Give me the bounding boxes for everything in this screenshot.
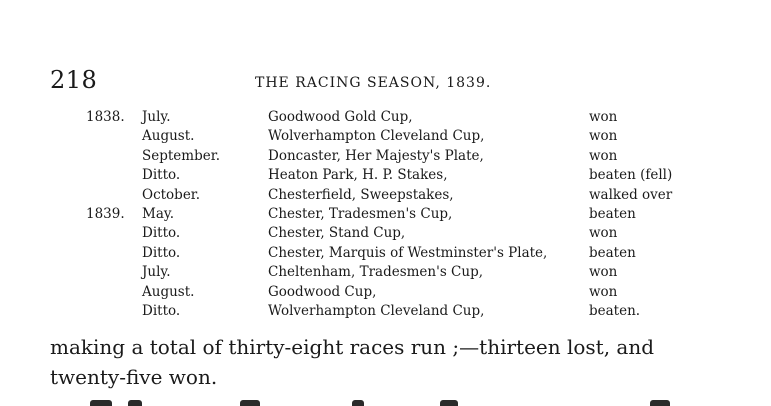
race-result: won — [589, 225, 618, 242]
race-result: beaten (fell) — [589, 167, 673, 184]
closing-line-1: making a total of thirty-eight races run ;—thirteen lost, and — [50, 335, 655, 359]
race-record-row — [0, 166, 771, 185]
race-month: Ditto. — [142, 302, 181, 319]
race-record-row — [0, 186, 771, 205]
race-name: Chester, Tradesmen's Cup, — [268, 205, 453, 222]
race-year: 1838. — [86, 109, 125, 125]
closing-paragraph — [50, 332, 750, 392]
race-record-row — [0, 108, 771, 127]
race-month: July. — [142, 264, 171, 281]
race-name: Chester, Marquis of Westminster's Plate, — [268, 244, 548, 261]
race-result: won — [589, 147, 618, 164]
race-month: July. — [142, 109, 171, 125]
race-name: Wolverhampton Cleveland Cup, — [268, 128, 485, 145]
race-month: August. — [142, 283, 195, 300]
race-result: beaten — [589, 205, 636, 222]
race-month: Ditto. — [142, 244, 181, 261]
race-result: won — [589, 283, 618, 300]
race-name: Chesterfield, Sweepstakes, — [268, 186, 454, 203]
race-record-row — [0, 127, 771, 146]
race-record-row — [0, 283, 771, 302]
race-record-list — [0, 108, 771, 321]
race-name: Cheltenham, Tradesmen's Cup, — [268, 264, 484, 281]
race-name: Chester, Stand Cup, — [268, 225, 406, 242]
race-record-row — [0, 302, 771, 321]
race-result: beaten. — [589, 302, 641, 319]
race-year: 1839. — [86, 205, 125, 222]
race-month: October. — [142, 186, 201, 203]
race-record-row — [0, 147, 771, 166]
race-month: August. — [142, 128, 195, 145]
race-name: Doncaster, Her Majesty's Plate, — [268, 147, 484, 164]
race-result: beaten — [589, 244, 636, 261]
race-name: Goodwood Gold Cup, — [268, 109, 413, 125]
race-name: Wolverhampton Cleveland Cup, — [268, 302, 485, 319]
race-record-row — [0, 263, 771, 282]
race-record-row — [0, 244, 771, 263]
race-result: won — [589, 264, 618, 281]
page-number: 218 — [50, 66, 98, 94]
race-record-row — [0, 205, 771, 224]
running-head: THE RACING SEASON, 1839. — [255, 75, 492, 91]
race-result: won — [589, 128, 618, 145]
race-result: walked over — [589, 186, 673, 203]
race-result: won — [589, 109, 618, 125]
race-month: May. — [142, 205, 174, 222]
race-month: Ditto. — [142, 225, 181, 242]
cut-off-text-line — [90, 396, 700, 406]
race-record-row — [0, 224, 771, 243]
race-month: September. — [142, 147, 220, 164]
race-name: Goodwood Cup, — [268, 283, 377, 300]
race-name: Heaton Park, H. P. Stakes, — [268, 167, 448, 184]
race-month: Ditto. — [142, 167, 181, 184]
closing-line-2: twenty-five won. — [50, 365, 218, 389]
